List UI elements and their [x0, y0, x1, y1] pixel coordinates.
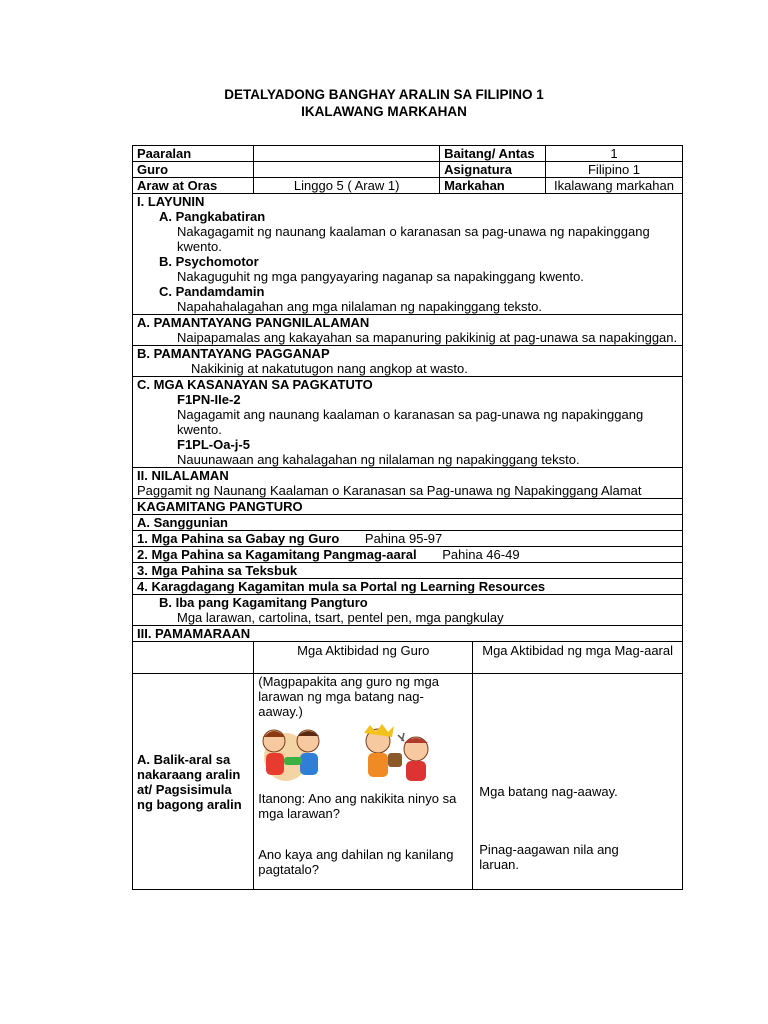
asignatura-label: Asignatura	[440, 162, 546, 178]
pamamaraan-heading: III. PAMAMARAAN	[133, 626, 683, 642]
sanggunian-item-1-cell	[133, 531, 683, 547]
kasanayan-code-2: F1PL-Oa-j-5	[177, 437, 250, 452]
iba-pang-kagamitan-cell	[133, 595, 683, 626]
kasanayan-text-1: Nagagamit ang naunang kaalaman o karanasan sa pag-unawa ng napakinggang kwento.	[177, 407, 644, 437]
pandamdamin-text: Napahahalagahan ang mga nilalaman ng napakinggang teksto.	[177, 299, 543, 314]
pamamaraan-row-a	[133, 674, 683, 890]
info-row-araw	[133, 178, 683, 194]
balik-aral-label	[133, 674, 254, 890]
sanggunian-item-4-label: 4. Karagdagang Kagamitan mula sa Portal ng Learning Resources	[133, 579, 683, 595]
magaaral-answer-2: Pinag-aagawan nila ang laruan.	[479, 842, 619, 872]
sanggunian-row	[133, 515, 683, 531]
layunin-heading: I. LAYUNIN	[137, 194, 205, 209]
guro-intro-text: (Magpapakita ang guro ng mga larawan ng mga batang nag-aaway.)	[258, 674, 439, 719]
sanggunian-item-2	[133, 547, 683, 563]
sanggunian-item-2-cell	[133, 547, 683, 563]
empty-corner-cell	[133, 642, 254, 674]
guro-question-2: Ano kaya ang dahilan ng kanilang pagtatalo?	[258, 847, 454, 877]
section-pamantayang-pagganap	[133, 346, 683, 377]
iba-pang-kagamitan-text: Mga larawan, cartolina, tsart, pentel pen, mga pangkulay	[177, 610, 504, 625]
sanggunian-item-1-label: 1. Mga Pahina sa Gabay ng Guro	[137, 531, 340, 546]
document-title: DETALYADONG BANGHAY ARALIN SA FILIPINO 1	[224, 87, 544, 102]
col-header-magaaral: Mga Aktibidad ng mga Mag-aaral	[473, 642, 683, 674]
sanggunian-heading: A. Sanggunian	[133, 515, 683, 531]
sanggunian-item-2-label: 2. Mga Pahina sa Kagamitang Pangmag-aaral	[137, 547, 417, 562]
info-row-guro	[133, 162, 683, 178]
psychomotor-text: Nakaguguhit ng mga pangyayaring naganap sa napakinggang kwento.	[177, 269, 584, 284]
guro-label: Guro	[133, 162, 254, 178]
section-pamantayang-pangnilalaman	[133, 315, 683, 346]
pamamaraan-heading-row	[133, 626, 683, 642]
layunin-cell	[133, 194, 683, 315]
pamamaraan-column-headers	[133, 642, 683, 674]
araw-value: Linggo 5 ( Araw 1)	[254, 178, 440, 194]
kasanayan-text-2: Nauunawaan ang kahalagahan ng nilalaman ng napakinggang teksto.	[177, 452, 580, 467]
pangkabatiran-heading: A. Pangkabatiran	[159, 209, 266, 224]
baitang-value: 1	[546, 146, 683, 162]
guro-activity-cell	[254, 674, 473, 890]
magaaral-answer-1: Mga batang nag-aaway.	[479, 784, 618, 799]
kasanayan-heading: C. MGA KASANAYAN SA PAGKATUTO	[137, 377, 373, 392]
iba-pang-kagamitan-heading: B. Iba pang Kagamitang Pangturo	[159, 595, 368, 610]
baitang-label: Baitang/ Antas	[440, 146, 546, 162]
section-kasanayan	[133, 377, 683, 468]
lesson-plan-table	[132, 145, 683, 890]
nilalaman-cell	[133, 468, 683, 499]
guro-value	[254, 162, 440, 178]
sanggunian-item-3	[133, 563, 683, 579]
sanggunian-item-1	[133, 531, 683, 547]
nilalaman-heading: II. NILALAMAN	[137, 468, 229, 483]
pandamdamin-heading: C. Pandamdamin	[159, 284, 265, 299]
section-layunin	[133, 194, 683, 315]
sanggunian-item-2-value: Pahina 46-49	[442, 547, 520, 562]
sanggunian-item-3-label: 3. Mga Pahina sa Teksbuk	[133, 563, 683, 579]
pamantayang-pagganap-text: Nakikinig at nakatutugon nang angkop at wasto.	[191, 361, 468, 376]
section-nilalaman	[133, 468, 683, 499]
paaralan-value	[254, 146, 440, 162]
paaralan-label: Paaralan	[133, 146, 254, 162]
pangkabatiran-text: Nakagagamit ng naunang kaalaman o karanasan sa pag-unawa ng napakinggang kwento.	[177, 224, 650, 254]
pamantayang-pangnilalaman-heading: A. PAMANTAYANG PANGNILALAMAN	[137, 315, 370, 330]
kagamitan-heading-row	[133, 499, 683, 515]
kagamitan-heading: KAGAMITANG PANGTURO	[133, 499, 683, 515]
psychomotor-heading: B. Psychomotor	[159, 254, 259, 269]
guro-question-1: Itanong: Ano ang nakikita ninyo sa mga larawan?	[258, 791, 457, 821]
fighting-kids-illustration	[258, 723, 468, 785]
info-row-paaralan	[133, 146, 683, 162]
sanggunian-item-4	[133, 579, 683, 595]
kasanayan-code-1: F1PN-IIe-2	[177, 392, 241, 407]
magaaral-activity-cell	[473, 674, 683, 890]
kasanayan-cell	[133, 377, 683, 468]
sanggunian-item-1-value: Pahina 95-97	[364, 531, 443, 546]
asignatura-value: Filipino 1	[546, 162, 683, 178]
nilalaman-text: Paggamit ng Naunang Kaalaman o Karanasan sa Pag-unawa ng Napakinggang Alamat	[137, 483, 642, 498]
pamantayang-pangnilalaman-text: Naipapamalas ang kakayahan sa mapanuring pakikinig at pag-unawa sa napakinggan.	[177, 330, 678, 345]
pamantayang-pagganap-cell	[133, 346, 683, 377]
markahan-value: Ikalawang markahan	[546, 178, 683, 194]
pamantayang-pangnilalaman-cell	[133, 315, 683, 346]
balik-aral-label-text: A. Balik-aral sa nakaraang aralin at/ Pagsisimula ng bagong aralin	[137, 751, 242, 812]
fighting-kids-icon	[258, 723, 468, 785]
iba-pang-kagamitan-row	[133, 595, 683, 626]
markahan-label: Markahan	[440, 178, 546, 194]
pamantayang-pagganap-heading: B. PAMANTAYANG PAGGANAP	[137, 346, 330, 361]
araw-label: Araw at Oras	[133, 178, 254, 194]
col-header-guro: Mga Aktibidad ng Guro	[254, 642, 473, 674]
document-subtitle: IKALAWANG MARKAHAN	[301, 104, 467, 119]
